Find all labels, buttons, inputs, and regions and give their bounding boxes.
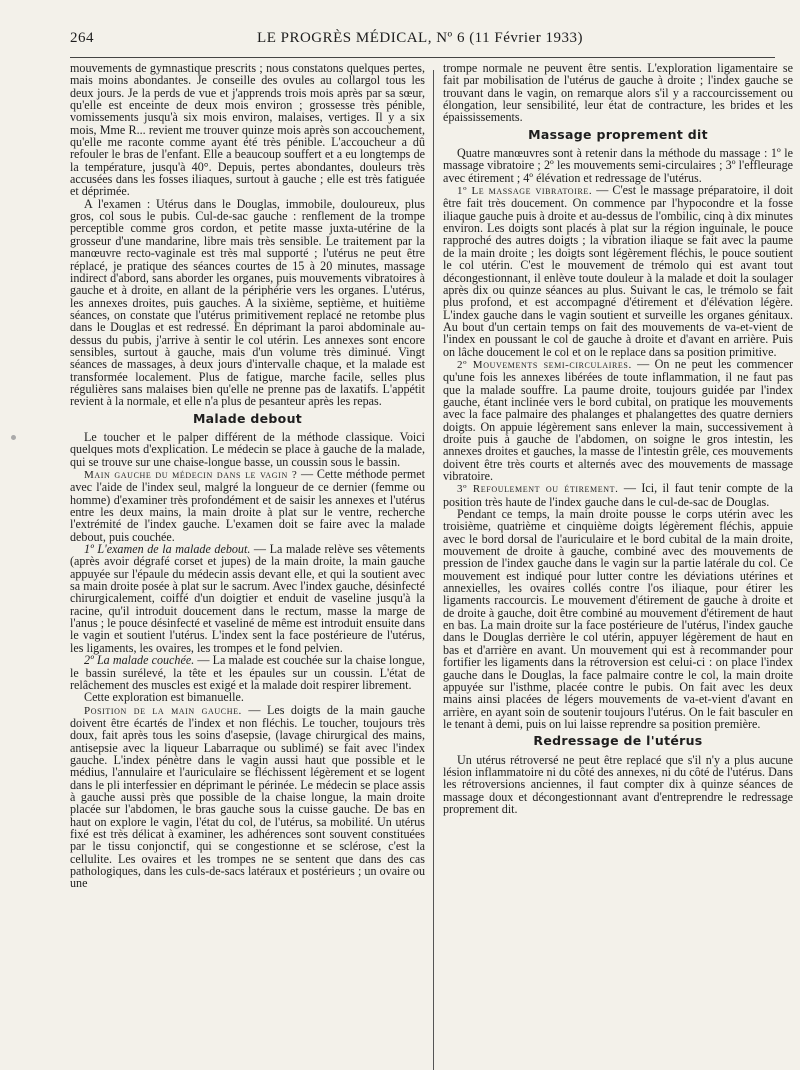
right-column [443,62,793,815]
paragraph: A l'examen : Utérus dans le Douglas, immobile, douloureux, plus gros, col sous le pubis. Cul-de-sac gauche : renflement de la trompe perceptible comme gros cordon, et petite masse juxta-utérine de la grosseur d'une mandarine, libre mais très sensible. Le traitement par la manœuvre recto-vaginale est très mal supporté ; l'utérus ne peut être réplacé, je pratique des séances courtes de 15 à 20 minutes, massage indirect d'abord, sans aborder les organes, puis mouvements vibratoires à gauche et à droite, en allant de la périphérie vers les organes. L'utérus, les annexes droites, puis gauches. A la sixième, septième, et huitième séances, on constate que l'utérus primitivement replacé ne retombe plus dans le Douglas et est redressé. En déprimant la paroi abdominale au-dessus du pubis, j'arrive à sentir le col utérin. Les annexes sont encore sensibles, surtout à gauche, mais d'un volume très diminué. Vingt séances de massages, à deux jours d'intervalle chaque, et la malade est transformée localement. Plus de fatigue, marche facile, selles plus régulières sans malaises bien qu'elle ne prenne pas de laxatifs. L'appétit revient à la normale, et elle n'a plus de pesanteur après les repas. [70,196,425,409]
margin-mark [11,435,16,440]
paragraph [70,654,425,691]
journal-title: LE PROGRÈS MÉDICAL, Nº 6 (11 Février 1933) [257,30,583,46]
paragraph: trompe normale ne peuvent être sentis. L'exploration ligamentaire se fait par mobilisation de l'utérus de gauche à droite ; l'index gauche se trouvant dans le vagin, on remarque alors s'il y a raccourcissement ou élongation, leur sensibilité, leur état de contracture, les brides et les épaississements. [443,61,793,125]
paragraph-text: — Ici, il faut tenir compte de la position très haute de l'index gauche dans le cul-de-sac de Douglas. [443,481,793,509]
paragraph [443,482,793,508]
paragraph-text: — Les doigts de la main gauche doivent être écartés de l'index et non fléchis. Le toucher, toujours très doux, fait après tous les soins d'asepsie, (lavage chirurgical des mains, antisepsie avec la liqueur Labarraque ou sublimé) se fait avec l'index gauche. L'index pénètre dans le vagin aussi haut que possible et le médius, l'annulaire et l'auriculaire se fléchissent légèrement et se logent dans le pli interfessier en déprimant le périnée. Le médecin se place assis à gauche aussi près que possible de la chaise longue, la main droite placée sur l'abdomen, le bras gauche sous la cuisse gauche. De bas en haut on explore le vagin, l'état du col, de l'utérus, sa mobilité. Un utérus fixé est très délicat à examiner, les adhérences sont souvent constituées par le tissu conjonctif, qui se congestionne et se sclérose, c'est la cellulite. Les ovaires et les trompes ne se sentent que dans des cas pathologiques, dans les culs-de-sacs latéraux et postérieurs ; un ovaire ou une [70,702,425,891]
page-number: 264 [70,30,94,46]
paragraph-text: — La malade est couchée sur la chaise longue, le bassin surélevé, la tête et les épaules sur un coussin. L'état de relâchement des muscles est exigé et la malade doit respirer librement. [70,653,425,692]
run-in-label: 3º Refoulement ou étirement. [457,483,619,496]
paragraph [70,543,425,654]
column-divider [433,70,434,1070]
paragraph-text: — Cette méthode permet avec l'aide de l'index seul, malgré la longueur de ce dernier (femme ou homme) d'examiner très profondément et de saisir les annexes et l'utérus entre les deux mains, la main droite à plat sur le ventre, recherche l'extrémité de l'index gauche. L'examen doit se faire avec la malade debout, puis couchée. [70,467,426,544]
paragraph-text: — On ne peut les commencer qu'une fois les annexes libérées de toute inflammation, il ne faut pas que la malade souffre. La paume droite, toujours guidée par l'index gauche, étant inclinée vers le bord cubital, on pratique les mouvements avec la face palmaire des phalanges et phalangettes des quatre derniers doigts. On appuie légèrement sans enlever la main, successivement à droite puis à gauche de l'abdomen, on soigne le gros intestin, les annexes droites et gauches, la masse de l'intestin grêle, ces mouvements doivent être très courts et alternés avec des mouvements de massage vibratoire. [443,356,794,483]
paragraph: Le toucher et le palper différent de la méthode classique. Voici quelques mots d'explication. Le médecin se place à gauche de la malade, qui se trouve sur une chaise-longue basse, un coussin sous le bassin. [70,429,425,469]
run-in-label: Main gauche du médecin dans le vagin ? [84,469,298,481]
paragraph [443,358,793,482]
page-header [70,30,770,52]
section-heading-redressage: Redressage de l'utérus [533,733,703,749]
paragraph [70,468,425,543]
paragraph [443,184,793,358]
paragraph: Quatre manœuvres sont à retenir dans la méthode du massage : 1º le massage vibratoire ; 2º les mouvements semi-circulaires ; 3º l'effleurage avec étirement ; 4º élévation et redressage de l'utérus. [443,146,793,185]
header-rule [70,57,775,58]
paragraph-text: — C'est le massage préparatoire, il doit être fait très doucement. On commence par l'hypocondre et la fosse iliaque gauche puis à droite et au-dessus de l'ombilic, cinq à dix minutes environ. Les doigts sont placés à plat sur la région inguinale, le pouce rapproché des autres doigts ; la vibration iliaque se fait avec la paume de la main droite ; les doigts sont légèrement fléchis, le pouce soutient le col utérin. C'est le mouvement de trémolo qui est avant tout décongestionnant, il enlève toute douleur à la malade et doit la soulager après dix ou quinze séances au plus. Suivant le cas, le trémolo se fait plus profond, et est accompagné d'étirement et d'élévation légère. L'index gauche dans le vagin soutient et surveille les organes génitaux. Au bout d'un certain temps on fait des mouvements de va-et-vient de l'index en poussant le col de gauche à droite et d'avant en arrière. Puis on lâche doucement le col et on le replace dans sa position primitive. [443,183,793,359]
left-column [70,62,425,890]
run-in-label: 1º L'examen de la malade debout. [84,542,251,557]
run-in-label: 2º Mouvements semi-circulaires. [457,358,632,371]
section-heading-malade-debout: Malade debout [192,410,303,426]
paragraph: Cette exploration est bimanuelle. [84,690,244,705]
paragraph: Pendant ce temps, la main droite pousse le corps utérin avec les troisième, quatrième et cinquième doigts légèrement fléchis, appuie avec le bord dorsal de l'auriculaire et le bord cubital de la main droite, mouvement de droite à gauche, combiné avec des mouvements de pression de l'index gauche dans le vagin sur la partie latérale du col. Ce mouvement est indiqué pour lutter contre les déviations utérines et annexielles, les ovaires collés contre l'os iliaque, pour étirer les ligaments raccourcis. Le mouvement d'étirement de gauche à droite et de droite à gauche, doit être combiné au mouvement d'étirement de haut en bas. La main droite sur la face postérieure de l'utérus, l'index gauche dans le Douglas derrière le col utérin, appuyer légèrement de haut en bas et d'arrière en avant. Un mouvement qui est à recommander pour fortifier les ligaments dans la rétroversion est celui-ci : on place l'index gauche dans le Douglas, la face palmaire contre le col, la main droite appuyée sur l'isthme, placée contre le pubis. On fait avec les deux mains ainsi placées de légers mouvements de va-et-vient d'avant en arrière, en ayant soin de soutenir toujours l'utérus. On le fait basculer en le tenant à demi, puis on lui laisse reprendre sa position première. [443,507,793,731]
paragraph [70,704,425,890]
paragraph-text: — La malade relève ses vêtements (après avoir dégrafé corset et jupes) de la main droite, la main gauche appuyée sur l'épaule du médecin assis devant elle, et qui la soutient avec sa main droite posée à plat sur le sacrum. Avec l'index gauche, désinfecté chirurgicalement, coiffé d'un doigtier et enduit de vaseline jusqu'à la racine, qu'il introduit doucement dans le rectum, masse la marge de l'anus ; le pouce désinfecté et vaseliné de même est introduit ensuite dans le vagin et soutient l'utérus. L'index sent la face postérieure de l'utérus, les ligaments, les ovaires, les trompes et le fond pelvien. [70,542,425,655]
section-heading-massage: Massage proprement dit [528,126,708,142]
run-in-label: 1º Le massage vibratoire. [457,185,593,198]
run-in-label: Position de la main gauche. [84,704,242,717]
paragraph: Un utérus rétroversé ne peut être replacé que s'il n'y a plus aucune lésion inflammatoire ni du côté des annexes, ni du côté de l'utérus. Dans les rétroversions anciennes, il faut compter dix à quinze séances de massage doux et décongestionnant avant d'entreprendre le redressage proprement dit. [443,752,793,816]
paragraph: mouvements de gymnastique prescrits ; nous constatons quelques pertes, mais moins abondantes. Je conseille des ovules au collargol tous les deux jours. Je la perds de vue et j'apprends trois mois après par sa sœur, qu'elle est enceinte de deux mois environ ; grossesse très pénible, vomissements jusqu'à six mois environ, malaises, vertiges. Il y a six mois, Mme R... revient me trouver quinze mois après son accouchement, qu'elle me raconte comme ayant été très pénible. L'accoucheur a dû refouler le bras de l'enfant. Elle a beaucoup souffert et a eu longtemps de la température, jusqu'à 40°. Depuis, pertes abondantes, douleurs très accusées dans les fosses iliaques, surtout à gauche ; elle est très fatiguée et déprimée. [70,61,425,199]
run-in-label: 2º La malade couchée. [84,653,195,668]
